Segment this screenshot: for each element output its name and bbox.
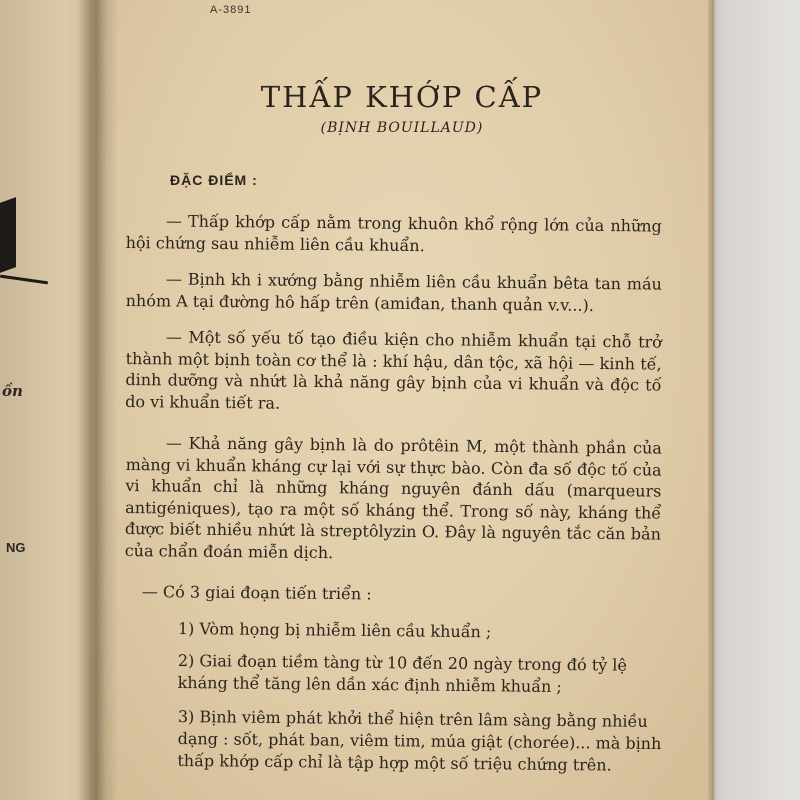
left-page-fragment-italic: ồn <box>2 382 23 400</box>
paragraph-4: — Khả năng gây bịnh là do prôtêin M, một thành phần của màng vi khuẩn kháng cự lại với sự thực bào. Còn đa số độc tố của vi khuẩn chỉ là những kháng nguyên đánh dấu (marqueurs antigéniques), tạo ra một số kháng thể. Trong số này, kháng thể được biết nhiều nhứt là streptôlyzin O. Đây là nguyên tắc căn bản của chẩn đoán miễn dịch. <box>124 433 662 562</box>
stage-item-2: 2) Giai đoạn tiềm tàng từ 10 đến 20 ngày trong đó tỷ lệ kháng thể tăng lên dần xác định nhiễm khuẩn ; <box>177 650 628 697</box>
stage-item-1: 1) Vòm họng bị nhiễm liên cầu khuẩn ; <box>177 618 492 642</box>
left-page-ink-mark <box>0 197 16 273</box>
paragraph-1: — Thấp khớp cấp nằm trong khuôn khổ rộng lớn của những hội chứng sau nhiễm liên cầu khuẩn. <box>125 211 662 255</box>
stages-intro: — Có 3 giai đoạn tiến triển : <box>141 582 372 604</box>
left-page-ink-line <box>0 275 48 285</box>
page-subtitle: (BỊNH BOUILLAUD) <box>320 120 484 136</box>
paragraph-2: — Bịnh kh i xướng bằng nhiễm liên cầu khuẩn bêta tan máu nhóm A tại đường hô hấp trên (amiđan, thanh quản v.v...). <box>125 269 662 315</box>
section-heading: ĐẶC ĐIỂM : <box>170 172 258 188</box>
page-edge <box>708 0 714 800</box>
page-gutter-shadow <box>78 0 118 800</box>
left-page-fragment-bold: NG <box>6 540 26 555</box>
stage-item-3: 3) Bịnh viêm phát khởi thể hiện trên lâm sàng bằng nhiều dạng : sốt, phát ban, viêm tim, múa giật (chorée)... mà bịnh thấp khớp cấp chỉ là tập hợp một số triệu chứng trên. <box>177 706 662 775</box>
catalog-number: A-3891 <box>210 4 252 16</box>
page-title: THẤP KHỚP CẤP <box>260 80 544 114</box>
paragraph-3: — Một số yếu tố tạo điều kiện cho nhiễm khuẩn tại chỗ trở thành một bịnh toàn cơ thể là : khí hậu, dân tộc, xã hội — kinh tế, dinh dưỡng và nhứt là khả năng gây bịnh của vi khuẩn và độc tố do vi khuẩn tiết ra. <box>125 327 662 413</box>
book-page <box>92 0 712 800</box>
